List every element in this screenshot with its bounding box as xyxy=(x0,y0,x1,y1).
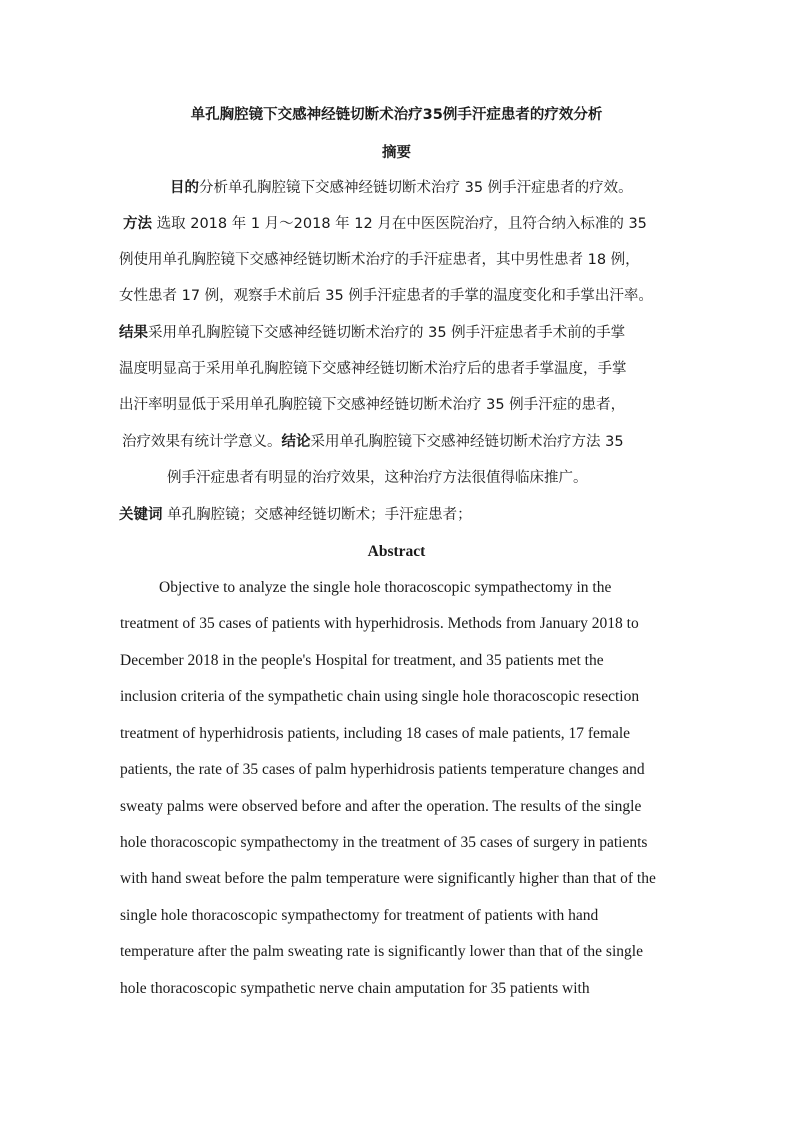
abstract-cn-heading: 摘要 xyxy=(382,145,411,161)
paper-title: 单孔胸腔镜下交感神经链切断术治疗35例手汗症患者的疗效分析 xyxy=(190,107,603,123)
abstract-en-line: inclusion criteria of the sympathetic chain using single hole thoracoscopic resection xyxy=(120,688,640,705)
abstract-en-line: hole thoracoscopic sympathectomy in the treatment of 35 cases of surgery in patients xyxy=(120,834,648,851)
abstract-en-line: single hole thoracoscopic sympathectomy for treatment of patients with hand xyxy=(120,907,599,924)
abstract-en-line: patients, the rate of 35 cases of palm hyperhidrosis patients temperature changes and xyxy=(120,761,645,778)
methods-line-3: 女性患者 17 例，观察手术前后 35 例手汗症患者的手掌的温度变化和手掌出汗率。 xyxy=(119,288,653,304)
methods-line-2: 例使用单孔胸腔镜下交感神经链切断术治疗的手汗症患者，其中男性患者 18 例， xyxy=(119,252,640,268)
abstract-en-line: hole thoracoscopic sympathetic nerve chain amputation for 35 patients with xyxy=(120,980,590,997)
abstract-en-line: with hand sweat before the palm temperature were significantly higher than that of the xyxy=(120,870,656,887)
abstract-en-line: treatment of hyperhidrosis patients, including 18 cases of male patients, 17 female xyxy=(120,725,631,742)
abstract-en-line: treatment of 35 cases of patients with hyperhidrosis. Methods from January 2018 to xyxy=(120,615,639,632)
abstract-en-line: Objective to analyze the single hole thoracoscopic sympathectomy in the xyxy=(159,579,612,596)
keywords-line xyxy=(119,505,472,525)
results-label: 结果 xyxy=(119,325,148,341)
objective-label: 目的 xyxy=(170,180,199,196)
conclusion-label: 结论 xyxy=(281,434,311,450)
objective-text: 分析单孔胸腔镜下交感神经链切断术治疗 35 例手汗症患者的疗效。 xyxy=(199,180,633,196)
conclusion-text-1: 采用单孔胸腔镜下交感神经链切断术治疗方法 35 xyxy=(310,434,624,450)
abstract-en-line: temperature after the palm sweating rate is significantly lower than that of the single xyxy=(120,943,643,960)
abstract-en-line: December 2018 in the people's Hospital for treatment, and 35 patients met the xyxy=(120,652,604,669)
methods-line-1 xyxy=(123,214,647,234)
results-text-1: 采用单孔胸腔镜下交感神经链切断术治疗的 35 例手汗症患者手术前的手掌 xyxy=(148,325,626,341)
keywords-text: 单孔胸腔镜；交感神经链切断术；手汗症患者； xyxy=(162,507,472,523)
conclusion-line-2: 例手汗症患者有明显的治疗效果，这种治疗方法很值得临床推广。 xyxy=(167,470,588,486)
results-line-2: 温度明显高于采用单孔胸腔镜下交感神经链切断术治疗后的患者手掌温度，手掌 xyxy=(119,361,627,377)
results-text-4: 治疗效果有统计学意义。 xyxy=(122,434,282,450)
abstract-en-line: sweaty palms were observed before and after the operation. The results of the single xyxy=(120,798,642,815)
results-conclusion-line xyxy=(122,432,624,452)
abstract-en-heading: Abstract xyxy=(367,543,426,560)
results-line-3: 出汗率明显低于采用单孔胸腔镜下交感神经链切断术治疗 35 例手汗症的患者， xyxy=(119,397,626,413)
keywords-label: 关键词 xyxy=(119,507,163,523)
methods-text-1: 选取 2018 年 1 月～2018 年 12 月在中医医院治疗，且符合纳入标准的 35 xyxy=(152,216,647,232)
results-line-1 xyxy=(119,323,625,343)
methods-label: 方法 xyxy=(123,216,152,232)
objective-paragraph xyxy=(170,178,633,198)
